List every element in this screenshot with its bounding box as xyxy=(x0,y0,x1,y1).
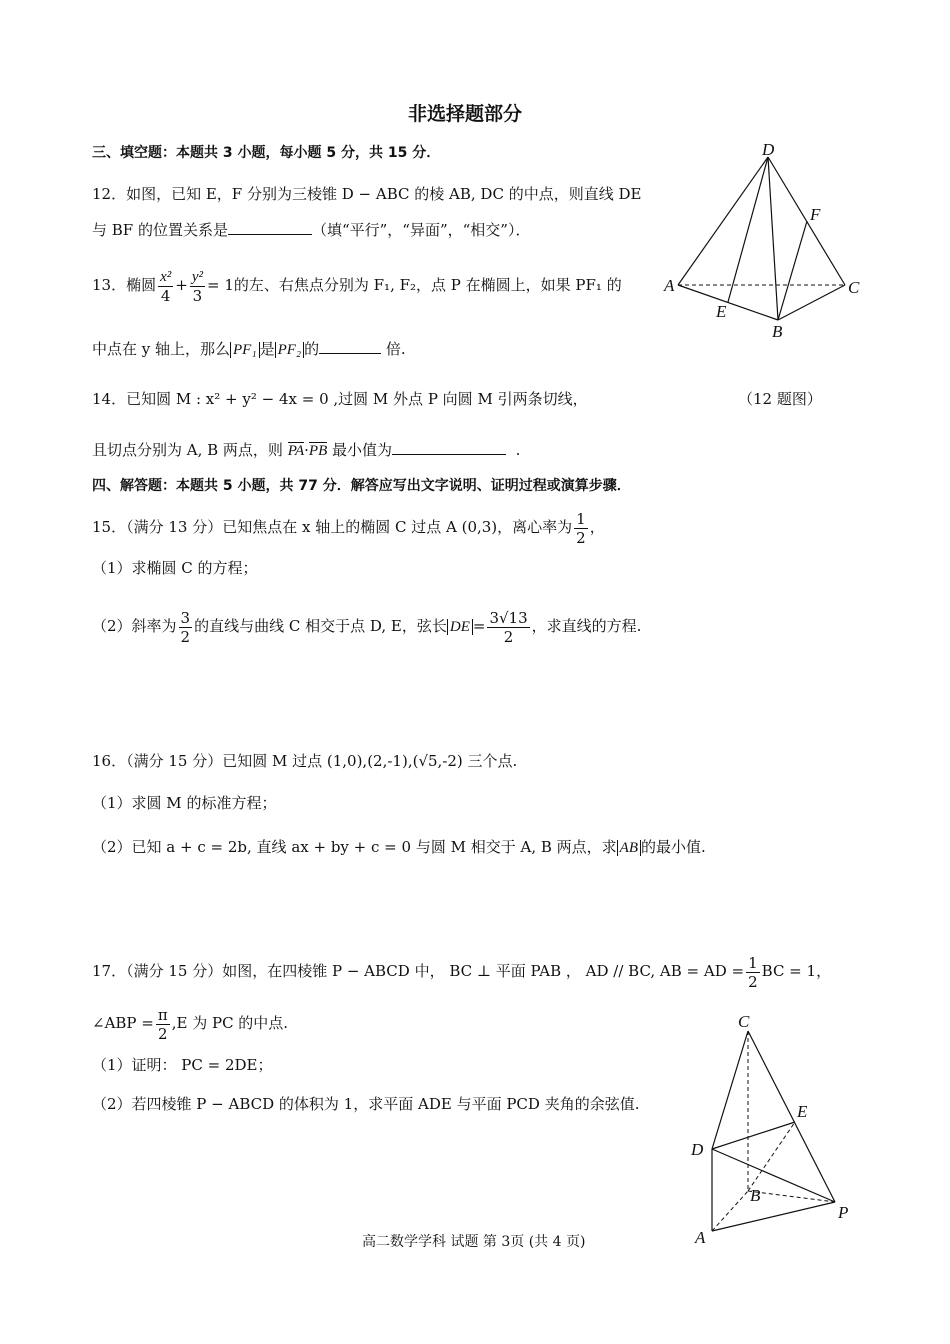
q15-len-den: 2 xyxy=(503,627,514,646)
label-P: P xyxy=(838,1203,849,1222)
q15-line1-b: ， xyxy=(589,518,605,536)
section-4-heading: 四、解答题：本题共 5 小题，共 77 分．解答应写出文字说明、证明过程或演算步骤． xyxy=(92,478,631,494)
q15-line1 xyxy=(92,504,605,550)
q16-part1: （1）求圆 M 的标准方程； xyxy=(92,794,277,812)
edge-DE xyxy=(728,157,768,302)
q13-line2 xyxy=(92,339,406,360)
q13-frac1-den: 4 xyxy=(160,286,171,305)
q12-line2-b: （填“平行”，“异面”，“相交”）． xyxy=(311,221,531,239)
label-F: F xyxy=(810,205,821,224)
edge-CP xyxy=(748,1031,835,1202)
q17-line2-b: ,E 为 PC 的中点. xyxy=(171,1014,289,1032)
q13-frac1 xyxy=(158,268,173,305)
q17-half-frac xyxy=(746,954,760,991)
q17-part2: （2）若四棱锥 P − ABCD 的体积为 1，求平面 ADE 与平面 PCD 夹角的余弦值. xyxy=(92,1095,640,1113)
q15-slope-num: 3 xyxy=(180,608,191,627)
q13-frac2 xyxy=(190,268,205,305)
label-A: A xyxy=(664,276,675,295)
q12-figure xyxy=(660,140,870,345)
q14-line2-b: 最小值为 xyxy=(332,441,393,459)
edge-BE-hidden xyxy=(748,1122,795,1191)
q13-line2-a: 中点在 y 轴上，那么 xyxy=(92,340,231,358)
edge-BF xyxy=(778,221,807,320)
page-footer: 高二数学学科 试题 第 3页 (共 4 页) xyxy=(362,1234,586,1250)
q15-len-frac xyxy=(487,609,529,646)
section-3-heading: 三、填空题：本题共 3 小题，每小题 5 分，共 15 分． xyxy=(92,145,441,161)
q13-frac2-num: y² xyxy=(191,268,203,285)
edge-AB-hidden xyxy=(712,1191,748,1231)
q15-part2-b: 的直线与曲线 C 相交于点 D, E，弦长 xyxy=(194,617,447,635)
q17-half-num: 1 xyxy=(748,953,758,972)
label-E: E xyxy=(716,302,727,321)
q17-line1 xyxy=(92,948,831,994)
q17-angle-num: π xyxy=(157,1005,168,1024)
label-C: C xyxy=(848,278,860,297)
q13-tail: 倍. xyxy=(385,340,406,358)
q15-chord: DE xyxy=(447,619,473,635)
edge-DA xyxy=(678,157,768,285)
q12-figure-caption: （12 题图） xyxy=(738,390,822,408)
q15-ecc-num: 1 xyxy=(576,509,586,528)
q15-part2 xyxy=(92,603,641,650)
q15-part2-c: = xyxy=(472,617,486,635)
q15-part1: （1）求椭圆 C 的方程； xyxy=(92,559,258,577)
q14-line2-a: 且切点分别为 A, B 两点，则 xyxy=(92,441,283,459)
label-D: D xyxy=(762,140,775,159)
q16-ab: AB xyxy=(617,840,641,856)
q15-line1-a: 15．（满分 13 分）已知焦点在 x 轴上的椭圆 C 过点 A (0,3)，离心率为 xyxy=(92,518,573,536)
q13-of: 的 xyxy=(304,340,320,358)
edge-BC xyxy=(778,285,845,320)
label-B: B xyxy=(750,1186,761,1205)
edge-AP xyxy=(712,1202,835,1231)
q16-part2-a: （2）已知 a + c = 2b, 直线 ax + by + c = 0 与圆 M 相交于 A, B 两点，求 xyxy=(92,838,617,856)
q15-part2-d: ，求直线的方程. xyxy=(531,617,642,635)
q13-is: 是 xyxy=(259,340,275,358)
edge-AB xyxy=(678,285,778,320)
page-title: 非选择题部分 xyxy=(408,103,523,125)
q13-plus: + xyxy=(175,276,188,294)
label-D: D xyxy=(691,1140,704,1159)
q17-line2-a: ∠ABP = xyxy=(92,1014,154,1032)
q17-part1: （1）证明： PC = 2DE； xyxy=(92,1056,273,1074)
edge-DE xyxy=(712,1122,795,1149)
q14-line2 xyxy=(92,440,520,461)
q15-slope-den: 2 xyxy=(180,627,191,646)
label-E: E xyxy=(797,1102,808,1121)
q13-frac1-num: x² xyxy=(160,268,172,285)
label-C: C xyxy=(738,1012,750,1031)
q12-line2-a: 与 BF 的位置关系是 xyxy=(92,221,228,239)
edge-DB xyxy=(768,157,778,320)
q17-line1-a: 17．（满分 15 分）如图，在四棱锥 P − ABCD 中， BC ⊥ 平面 PAB ， AD // BC, AB = AD = xyxy=(92,962,745,980)
q13-abs-pf2: PF₂ xyxy=(275,342,305,358)
label-B: B xyxy=(772,322,783,341)
q14-dot: · xyxy=(304,441,309,459)
q15-slope-frac xyxy=(179,609,193,646)
q13-frac2-den: 3 xyxy=(192,286,203,305)
q15-part2-a: （2）斜率为 xyxy=(92,617,177,635)
edge-CD xyxy=(712,1031,748,1149)
q15-ecc-frac xyxy=(574,510,588,547)
q17-line1-b: BC = 1， xyxy=(761,962,832,980)
q16-line1: 16．（满分 15 分）已知圆 M 过点 (1,0),(2,-1),(√5,-2) 三个点. xyxy=(92,752,518,770)
q15-len-num: 3√13 xyxy=(489,608,528,627)
edge-DP xyxy=(712,1149,835,1202)
q17-figure xyxy=(685,1005,860,1245)
q13-eq: = 1 xyxy=(206,276,234,294)
q14-answer-blank[interactable] xyxy=(392,440,506,455)
q16-part2 xyxy=(92,837,706,858)
label-A: A xyxy=(695,1228,706,1245)
q13-answer-blank[interactable] xyxy=(319,339,381,354)
q17-angle-frac xyxy=(156,1006,170,1043)
q12-line2 xyxy=(92,220,530,240)
q12-answer-blank[interactable] xyxy=(228,220,312,235)
q14-line2-c: . xyxy=(515,441,521,459)
q15-ecc-den: 2 xyxy=(576,528,586,547)
q16-part2-b: 的最小值. xyxy=(640,838,706,856)
q13-prefix: 13．椭圆 xyxy=(92,276,157,294)
q13-line1 xyxy=(92,262,622,308)
q12-line1: 12．如图，已知 E，F 分别为三棱锥 D − ABC 的棱 AB, DC 的中点，则直线 DE xyxy=(92,185,642,203)
q17-line2 xyxy=(92,1000,288,1046)
q14-vec-pb: PB xyxy=(308,443,328,459)
q17-angle-den: 2 xyxy=(158,1024,168,1043)
q14-vec-pa: PA xyxy=(287,443,305,459)
q17-half-den: 2 xyxy=(748,972,758,991)
q14-line1: 14．已知圆 M : x² + y² − 4x = 0 ,过圆 M 外点 P 向圆 M 引两条切线， xyxy=(92,390,588,408)
q13-abs-pf1: PF₁ xyxy=(230,342,260,358)
q13-rest: 的左、右焦点分别为 F₁, F₂，点 P 在椭圆上，如果 PF₁ 的 xyxy=(233,276,622,294)
